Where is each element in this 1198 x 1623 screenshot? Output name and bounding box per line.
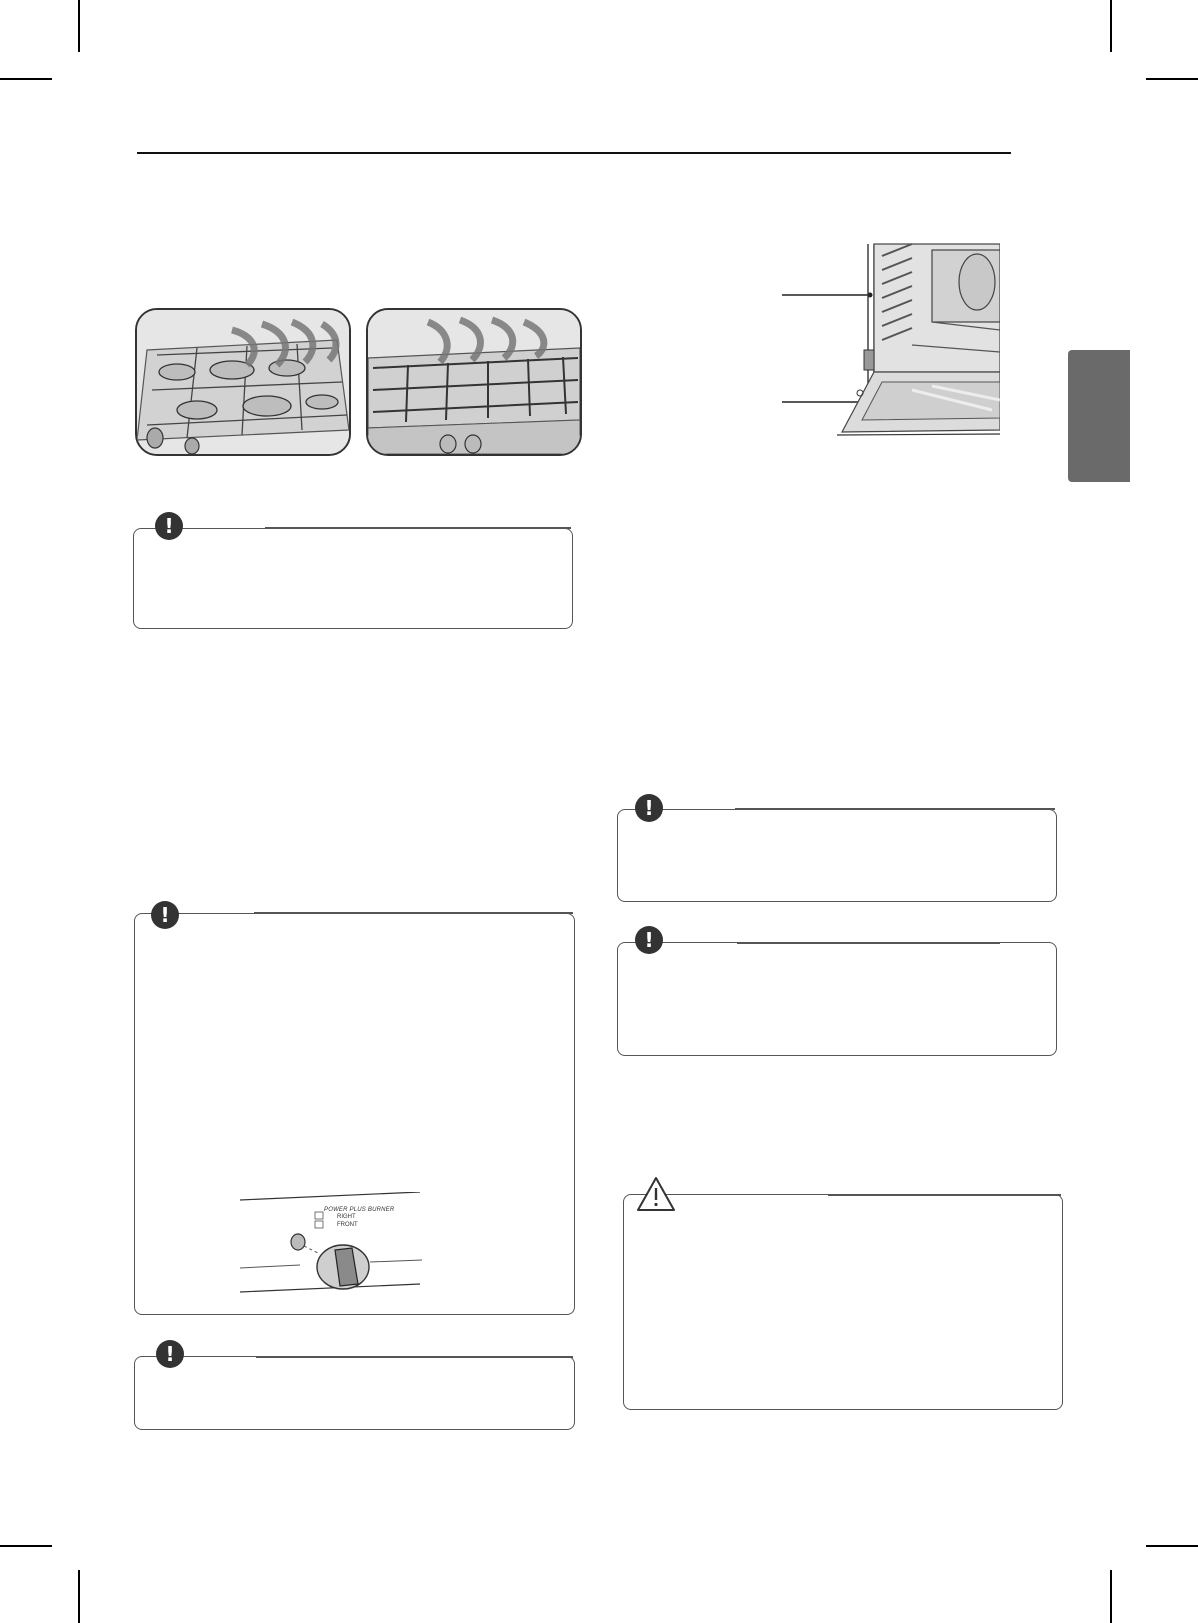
crop-mark [1110,1570,1112,1623]
knob-label: POWER PLUS BURNER [324,1207,395,1213]
crop-mark [78,0,80,52]
cooktop-illustration-left [135,308,351,456]
note-header-line [737,942,1000,944]
note-box-3 [134,1356,575,1430]
oven-interior-illustration [782,240,1000,445]
section-side-tab [1068,350,1130,482]
warning-triangle-icon [636,1176,676,1212]
note-header-line [254,912,573,914]
note-box-4 [617,809,1057,902]
crop-mark [0,1545,52,1547]
knob-option-front: FRONT [337,1222,358,1228]
exclamation-circle-icon: ! [635,794,663,822]
caution-header-line [828,1194,1061,1196]
exclamation-circle-icon: ! [156,1340,184,1368]
knob-option-right: RIGHT [337,1214,356,1220]
caution-box [623,1194,1063,1410]
exclamation-circle-icon: ! [635,926,663,954]
crop-mark [0,78,52,80]
exclamation-circle-icon: ! [155,512,183,540]
crop-mark [78,1570,80,1623]
note-box-1 [133,528,573,629]
header-rule [137,152,1011,154]
cooktop-illustration-right [366,308,582,456]
note-header-line [265,527,571,529]
exclamation-circle-icon: ! [151,901,179,929]
crop-mark [1146,78,1198,80]
note-header-line [256,1356,573,1358]
crop-mark [1110,0,1112,52]
note-header-line [735,808,1055,810]
crop-mark [1146,1545,1198,1547]
note-box-5 [617,942,1057,1056]
